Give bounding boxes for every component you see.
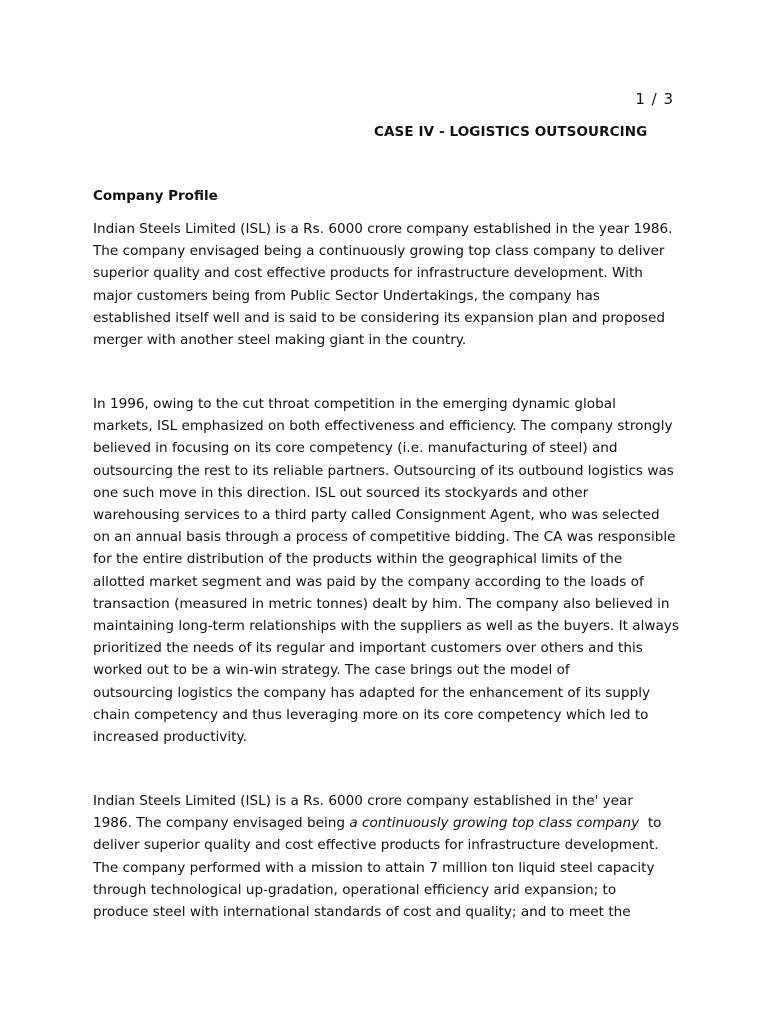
text-line: major customers being from Public Sector Undertakings, the company has — [93, 287, 600, 304]
text-line: markets, ISL emphasized on both effectiveness and efficiency. The company strongly — [93, 418, 673, 435]
text-line: deliver superior quality and cost effective products for infrastructure development. — [93, 837, 659, 854]
section-heading-company-profile: Company Profile — [93, 188, 218, 204]
text-line: maintaining long-term relationships with the suppliers as well as the buyers. It always — [93, 618, 679, 635]
paragraph-outsourcing-history — [93, 393, 683, 748]
text-line: through technological up-gradation, operational efficiency arid expansion; to — [93, 881, 617, 898]
text-line: worked out to be a win-win strategy. The case brings out the model of — [93, 662, 570, 679]
text-line: prioritized the needs of its regular and important customers over others and this — [93, 640, 643, 657]
text-line: The company envisaged being a continuously growing top class company to deliver — [93, 243, 665, 260]
text-line: chain competency and thus leveraging more on its core competency which led to — [93, 706, 649, 723]
text-segment: to — [639, 815, 662, 832]
text-line: established itself well and is said to be considering its expansion plan and proposed — [93, 309, 665, 326]
paragraph-company-mission — [93, 790, 683, 923]
text-line: Indian Steels Limited (ISL) is a Rs. 6000 crore company established in the' year — [93, 793, 633, 809]
text-line: allotted market segment and was paid by the company according to the loads of — [93, 573, 644, 590]
text-segment: 1986. The company envisaged being — [93, 815, 350, 832]
text-line: In 1996, owing to the cut throat competition in the emerging dynamic global — [93, 396, 616, 412]
case-title: CASE IV - LOGISTICS OUTSOURCING — [374, 124, 648, 140]
text-line: The company performed with a mission to attain 7 million ton liquid steel capacity — [93, 859, 655, 876]
text-line: Indian Steels Limited (ISL) is a Rs. 6000 crore company established in the year 1986. — [93, 221, 673, 237]
page-number: 1 / 3 — [635, 90, 674, 108]
text-line: on an annual basis through a process of competitive bidding. The CA was responsible — [93, 529, 676, 546]
text-line: for the entire distribution of the products within the geographical limits of the — [93, 551, 623, 568]
text-line: superior quality and cost effective products for infrastructure development. With — [93, 265, 643, 282]
text-line: outsourcing the rest to its reliable partners. Outsourcing of its outbound logistics was — [93, 462, 674, 479]
text-line: produce steel with international standards of cost and quality; and to meet the — [93, 904, 631, 921]
text-line: increased productivity. — [93, 729, 247, 746]
text-line: believed in focusing on its core competency (i.e. manufacturing of steel) and — [93, 440, 618, 457]
text-line: merger with another steel making giant in the country. — [93, 332, 467, 349]
text-line: transaction (measured in metric tonnes) dealt by him. The company also believed in — [93, 595, 670, 612]
text-line-mixed — [93, 812, 683, 834]
text-line: one such move in this direction. ISL out sourced its stockyards and other — [93, 484, 589, 501]
text-line: outsourcing logistics the company has adapted for the enhancement of its supply — [93, 684, 651, 701]
paragraph-company-profile — [93, 218, 683, 351]
text-line: warehousing services to a third party called Consignment Agent, who was selected — [93, 507, 660, 524]
italic-emphasis: a continuously growing top class company — [349, 815, 640, 832]
